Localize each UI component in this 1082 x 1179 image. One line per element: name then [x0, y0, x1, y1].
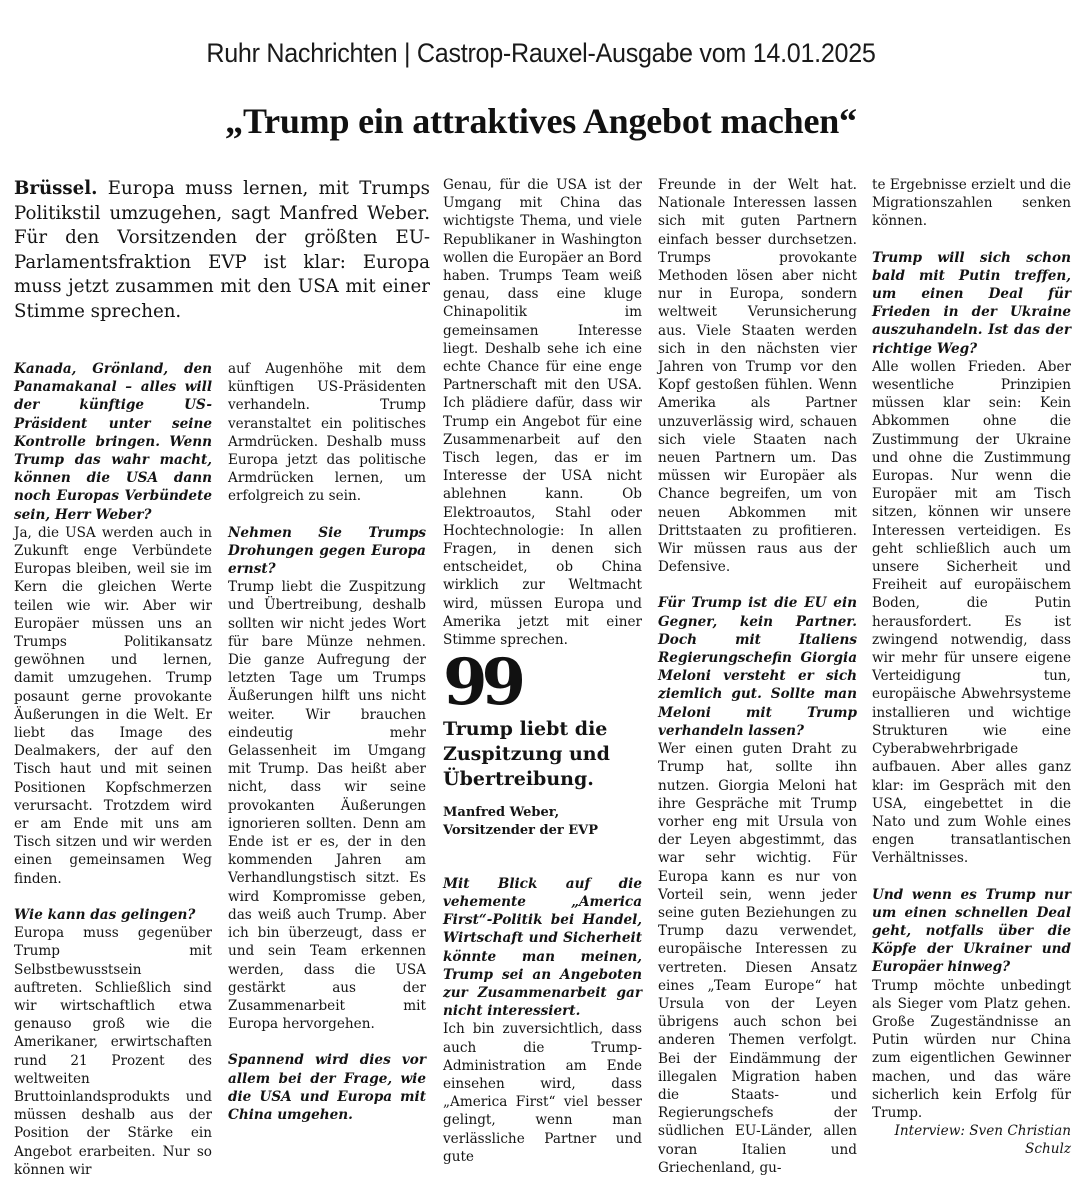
- answer: Ja, die USA werden auch in Zukunft enge Verbündete Europas bleiben, weil sie im Kern die gleichen Werte teilen wie wir. Aber wir Europäer müssen uns an Trumps Politikansatz gewöhnen und lernen, damit umzugehen. Trump posaunt gerne provokante Äußerungen in die Welt. Er liebt das Image des Dealmakers, der auf den Tisch haut und mit seinen Positionen Kopfschmerzen verursacht. Trotzdem wird er am Ende mit uns am Tisch sitzen und wir werden einen gemeinsamen Weg finden.: [14, 524, 212, 887]
- column-3: [443, 176, 642, 1166]
- pull-quote: Trump liebt die Zuspitzung und Übertreibung.: [443, 718, 610, 791]
- answer: Alle wollen Frieden. Aber wesentliche Prinzipien müssen klar sein: Kein Abkommen ohne die Zustimmung der Ukraine und ohne die Zustimmung Europas. Nur wenn die Europäer mit am Tisch sitzen, können wir unsere Interessen verteidigen. Es geht schließlich auch um unsere Sicherheit und Freiheit auf europäischem Boden, die Putin herausfordert. Es ist zwingend notwendig, dass wir mehr für unsere eigene Verteidigung tun, europäische Abwehrsysteme installieren und wichtige Strukturen wie eine Cyberabwehrbrigade aufbauen. Aber alles ganz klar: im Gespräch mit den USA, eingebettet in die Nato und zum Wohle eines engen transatlantischen Verhältnisses.: [872, 358, 1071, 867]
- question: Wie kann das gelingen?: [14, 906, 196, 923]
- column-1: [14, 360, 212, 1179]
- lead-paragraph: [14, 177, 430, 324]
- question: Trump will sich schon bald mit Putin treffen, um einen Deal für Frieden in der Ukraine auszuhandeln. Ist das der richtige Weg?: [872, 249, 1071, 357]
- question: Für Trump ist die EU ein Gegner, kein Partner. Doch mit Italiens Regierungschefin Giorgia Meloni versteht er sich ziemlich gut. Sollte man Meloni mit Trump verhandeln lassen?: [658, 595, 857, 739]
- answer: te Ergebnisse erzielt und die Migrationszahlen senken können.: [872, 177, 1071, 230]
- lead-text: Europa muss lernen, mit Trumps Politikstil umzugehen, sagt Manfred Weber. Für den Vorsitzenden der größten EU-Parlamentsfraktion EVP ist klar: Europa muss jetzt zusammen mit den USA mit einer Stimme sprechen.: [14, 178, 430, 322]
- lead-dateline: Brüssel.: [14, 178, 98, 199]
- answer: Wer einen guten Draht zu Trump hat, sollte ihn nutzen. Giorgia Meloni hat ihre Gespräche mit Trump vorher eng mit Ursula von der Leyen abgestimmt, das war sehr wichtig. Für Europa kann es nur von Vorteil sein, wenn jeder seine guten Beziehungen zu Trump dazu verwendet, europäische Interessen zu vertreten. Diesen Ansatz eines „Team Europe“ hat Ursula von der Leyen übrigens auch schon bei anderen Themen verfolgt. Bei der Eindämmung der illegalen Migration haben die Staats- und Regierungschefs der südlichen EU-Länder, allen voran Italien und Griechenland, gu-: [658, 741, 857, 1176]
- answer: Ich bin zuversichtlich, dass auch die Trump-Administration am Ende einsehen wird, dass „America First“ viel besser gelingt, wenn man verlässliche Partner und gute: [443, 1021, 642, 1165]
- column-4: [658, 176, 857, 1177]
- column-2: [228, 360, 426, 1124]
- answer: auf Augenhöhe mit dem künftigen US-Präsidenten verhandeln. Trump veranstaltet ein politisches Armdrücken. Deshalb muss Europa jetzt das politische Armdrücken lernen, um erfolgreich zu sein.: [228, 361, 426, 505]
- masthead: Ruhr Nachrichten | Castrop-Rauxel-Ausgabe vom 14.01.2025: [206, 38, 876, 68]
- column-5: [872, 176, 1071, 1159]
- question: Und wenn es Trump nur um einen schnellen Deal geht, notfalls über die Köpfe der Ukrainer und Europäer hinweg?: [872, 886, 1071, 976]
- headline: „Trump ein attraktives Angebot machen“: [225, 101, 857, 141]
- question: Kanada, Grönland, den Panamakanal – alles will der künftige US-Präsident unter seine Kontrolle bringen. Wenn Trump das wahr macht, können die USA dann noch Europas Verbündete sein, Herr Weber?: [14, 361, 212, 523]
- answer: Genau, für die USA ist der Umgang mit China das wichtigste Thema, und viele Republikaner in Washington wollen die Europäer an Bord haben. Trumps Team weiß genau, dass eine kluge Chinapolitik im gemeinsamen Interesse liegt. Deshalb sehe ich eine echte Chance für eine enge Partnerschaft mit den USA. Ich plädiere dafür, dass wir Trump ein Angebot für eine Zusammenarbeit auf den Tisch legen, das er im Interesse der USA nicht ablehnen kann. Ob Elektroautos, Stahl oder Hochtechnologie: In allen Fragen, in denen sich entscheidet, ob China wirklich zur Weltmacht wird, müssen Europa und Amerika jetzt mit einer Stimme sprechen.: [443, 177, 642, 649]
- quote-mark: 99: [443, 645, 521, 721]
- interview-credit: Interview: Sven Christian Schulz: [894, 1123, 1071, 1158]
- answer: Trump möchte unbedingt als Sieger vom Platz gehen. Große Zugeständnisse an Putin würden nur China zum eigentlichen Gewinner machen, und das wäre sicherlich kein Erfolg für Trump.: [872, 977, 1071, 1121]
- answer: Europa muss gegenüber Trump mit Selbstbewusstsein auftreten. Schließlich sind wir wirtschaftlich etwa genauso groß wie die Amerikaner, erwirtschaften rund 21 Prozent des weltweiten Bruttoinlandsprodukts und müssen deshalb aus der Position der Stärke ein Angebot erarbeiten. Nur so können wir: [14, 925, 212, 1178]
- answer: Trump liebt die Zuspitzung und Übertreibung, deshalb sollten wir nicht jedes Wort für bare Münze nehmen. Die ganze Aufregung der letzten Tage um Trumps Äußerungen hilft uns nicht weiter. Wir brauchen eindeutig mehr Gelassenheit im Umgang mit Trump. Das heißt aber nicht, dass wir seine provokanten Äußerungen ignorieren sollten. Denn am Ende ist er es, der in den kommenden Jahren am Verhandlungstisch sitzt. Es wird Kompromisse geben, das weiß auch Trump. Aber ich bin überzeugt, dass er und sein Team erkennen werden, dass die USA gestärkt aus der Zusammenarbeit mit Europa hervorgehen.: [228, 579, 426, 1033]
- question: Nehmen Sie Trumps Drohungen gegen Europa ernst?: [228, 524, 426, 578]
- question: Spannend wird dies vor allem bei der Frage, wie die USA und Europa mit China umgehen.: [228, 1052, 426, 1123]
- pull-quote-source: Manfred Weber, Vorsitzender der EVP: [443, 805, 599, 839]
- answer: Freunde in der Welt hat. Nationale Interessen lassen sich mit guten Partnern einfach besser durchsetzen. Trumps provokante Methoden lösen aber nicht nur in Europa, sondern weltweit Verunsicherung aus. Viele Staaten werden sich in den nächsten vier Jahren von Trump vor den Kopf gestoßen fühlen. Wenn Amerika als Partner unzuverlässig wird, schauen sich viele Staaten nach neuen Partnern um. Das müssen wir Europäer als Chance begreifen, um von neuen Abkommen mit Drittstaaten zu profitieren. Wir müssen raus aus der Defensive.: [658, 177, 857, 576]
- question: Mit Blick auf die vehemente „America First“-Politik bei Handel, Wirtschaft und Sicherheit könnte man meinen, Trump sei an Angeboten zur Zusammenarbeit gar nicht interessiert.: [443, 875, 642, 1020]
